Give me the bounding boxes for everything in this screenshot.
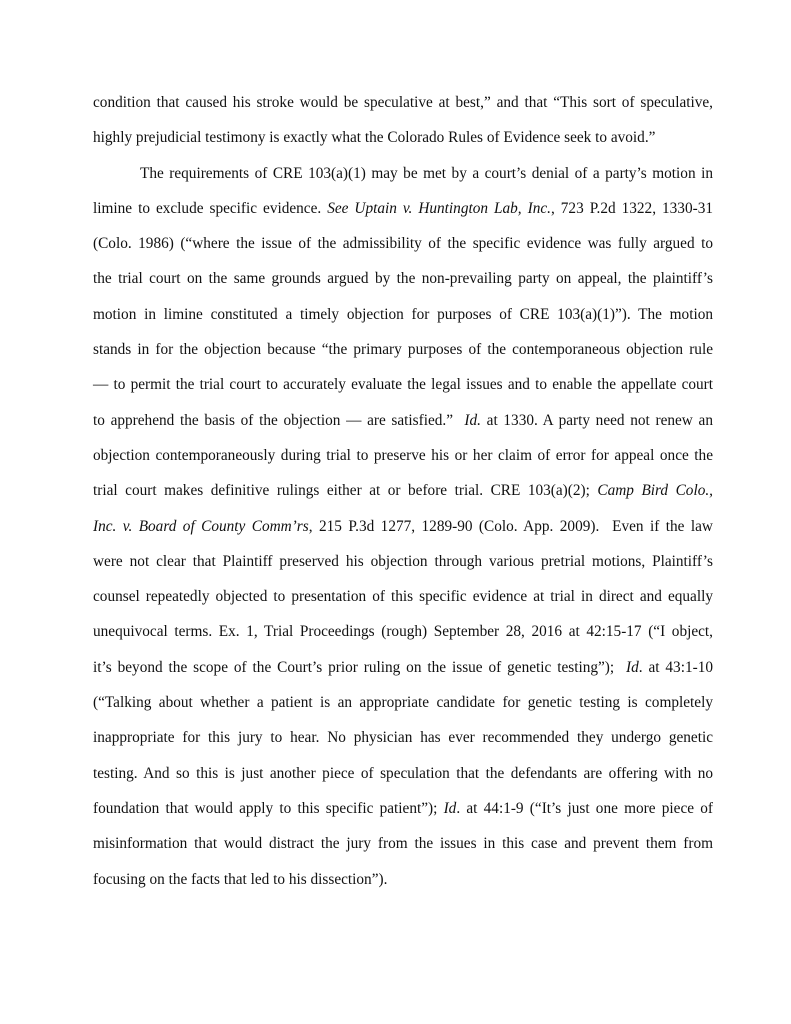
- text-line: [93, 192, 713, 227]
- text-line: [93, 333, 713, 368]
- text-line: [93, 474, 713, 509]
- line-segment: . at 43:1-10: [638, 658, 713, 676]
- line-segment: testing. And so this is just another piece of speculation that the defendants are offering with no: [93, 764, 713, 782]
- text-line: [93, 580, 713, 615]
- text-line: [93, 827, 713, 862]
- line-segment: foundation that would apply to this specific patient”);: [93, 799, 444, 817]
- text-line: [93, 651, 713, 686]
- citation-text: Inc. v. Board of County Comm’rs: [93, 517, 309, 535]
- line-segment: unequivocal terms. Ex. 1, Trial Proceedings (rough) September 28, 2016 at 42:15-17 (“I object,: [93, 623, 713, 641]
- text-line: [93, 439, 713, 474]
- line-segment: objection contemporaneously during trial to preserve his or her claim of error for appeal once the: [93, 446, 713, 464]
- line-segment: to apprehend the basis of the objection — are satisfied.”: [93, 411, 465, 429]
- line-segment: counsel repeatedly objected to presentation of this specific evidence at trial in direct and equally: [93, 588, 713, 606]
- text-line: [93, 757, 713, 792]
- line-segment: (“Talking about whether a patient is an appropriate candidate for genetic testing is completely: [93, 694, 713, 712]
- line-segment: , 723 P.2d 1322, 1330-31: [550, 199, 713, 217]
- text-line: [93, 510, 713, 545]
- text-line: [93, 404, 713, 439]
- citation-text: See Uptain v. Huntington Lab, Inc.: [327, 199, 551, 217]
- line-segment: were not clear that Plaintiff preserved his objection through various pretrial motions, Plaintiff’s: [93, 552, 713, 570]
- citation-text: Camp Bird Colo.,: [597, 482, 713, 500]
- line-segment: The requirements of CRE 103(a)(1) may be met by a court’s denial of a party’s motion in: [140, 164, 713, 182]
- citation-text: Id: [625, 658, 639, 676]
- text-line: [93, 545, 713, 580]
- text-line: [93, 262, 713, 297]
- line-segment: at 1330. A party need not renew an: [480, 411, 713, 429]
- line-segment: the trial court on the same grounds argued by the non-prevailing party on appeal, the plaintiff’s: [93, 270, 713, 288]
- line-segment: (Colo. 1986) (“where the issue of the admissibility of the specific evidence was fully argued to: [93, 235, 713, 253]
- text-line: [93, 721, 713, 756]
- text-line: [93, 792, 713, 827]
- text-line: [93, 686, 713, 721]
- text-line: [93, 157, 713, 192]
- line-segment: , 215 P.3d 1277, 1289-90 (Colo. App. 2009). Even if the law: [308, 517, 713, 535]
- line-segment: limine to exclude specific evidence.: [93, 199, 328, 217]
- line-segment: it’s beyond the scope of the Court’s prior ruling on the issue of genetic testing”);: [93, 658, 626, 676]
- citation-text: Id.: [464, 411, 481, 429]
- text-line: [93, 615, 713, 650]
- text-line: [93, 298, 713, 333]
- line-segment: condition that caused his stroke would be speculative at best,” and that “This sort of speculative,: [93, 94, 713, 111]
- line-segment: focusing on the facts that led to his dissection”).: [93, 870, 388, 888]
- text-line: [93, 227, 713, 262]
- line-segment: highly prejudicial testimony is exactly what the Colorado Rules of Evidence seek to avoid.”: [93, 129, 656, 147]
- line-segment: inappropriate for this jury to hear. No physician has ever recommended they undergo genetic: [93, 729, 713, 747]
- line-segment: trial court makes definitive rulings either at or before trial. CRE 103(a)(2);: [93, 482, 598, 500]
- text-line: [93, 368, 713, 403]
- text-line: [93, 121, 713, 156]
- line-segment: — to permit the trial court to accurately evaluate the legal issues and to enable the appellate court: [93, 376, 713, 394]
- line-segment: stands in for the objection because “the primary purposes of the contemporaneous objection rule: [93, 341, 713, 359]
- text-line: [93, 86, 713, 121]
- text-line: [93, 863, 713, 898]
- line-segment: . at 44:1-9 (“It’s just one more piece of: [456, 799, 713, 817]
- line-segment: misinformation that would distract the jury from the issues in this case and prevent them from: [93, 835, 713, 853]
- line-segment: motion in limine constituted a timely objection for purposes of CRE 103(a)(1)”). The motion: [93, 305, 713, 323]
- citation-text: Id: [443, 799, 457, 817]
- body-text: [93, 86, 713, 898]
